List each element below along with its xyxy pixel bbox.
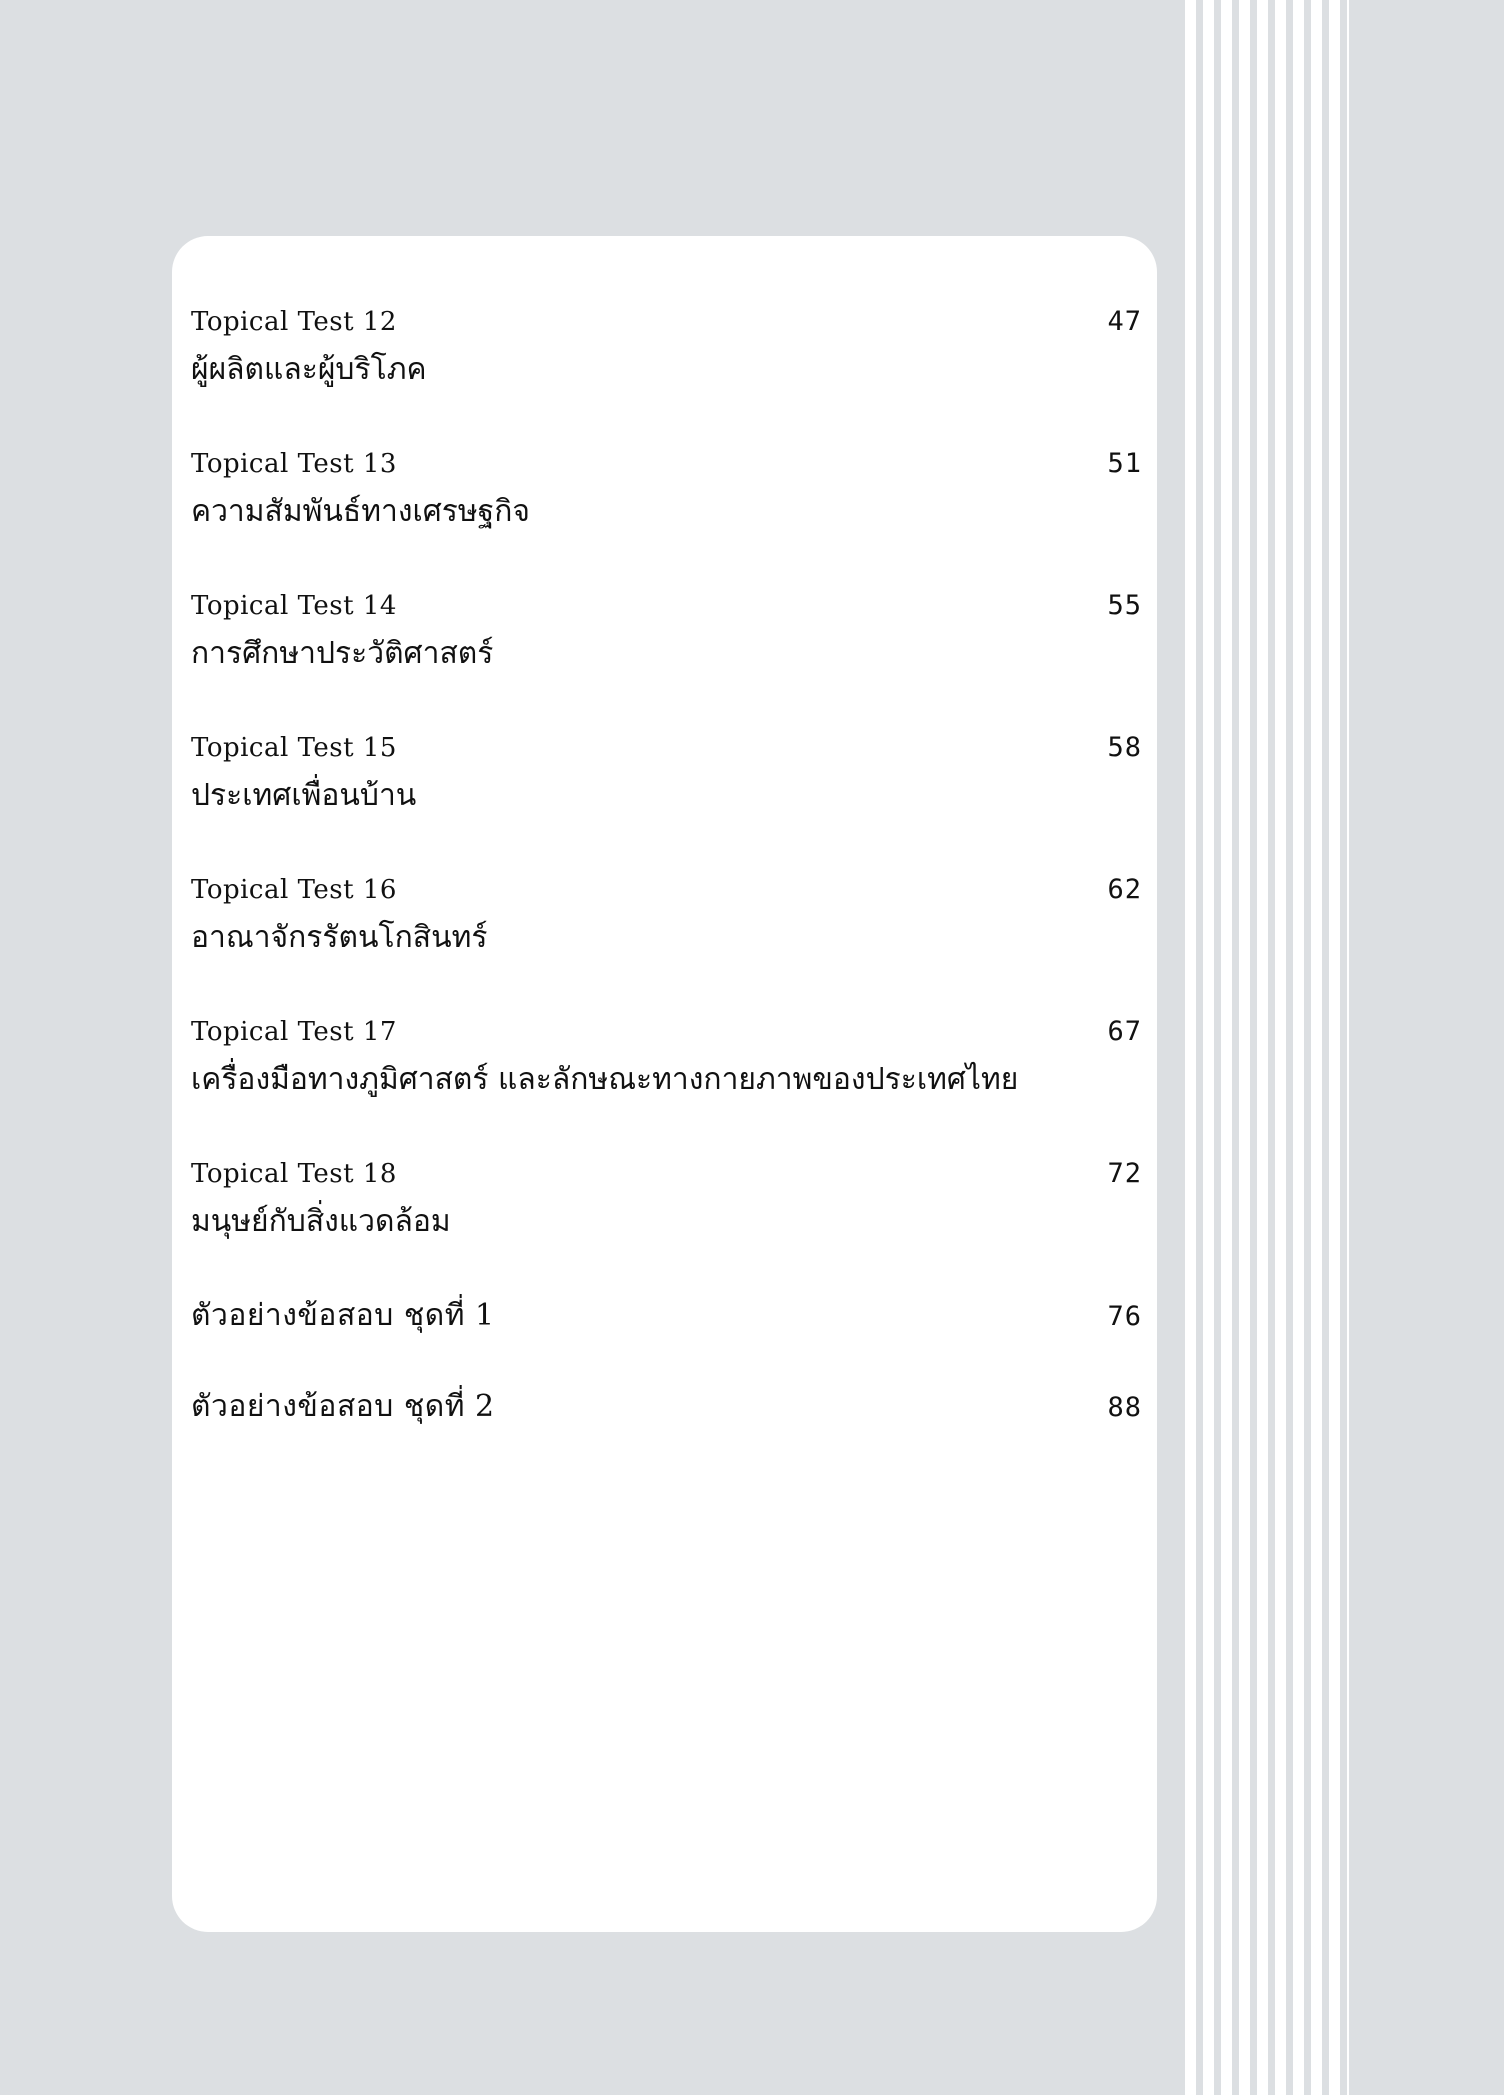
toc-entry-page: 88 <box>1107 1392 1142 1423</box>
toc-entry-row <box>191 870 1142 910</box>
toc-entry-row <box>191 728 1142 768</box>
toc-entry[interactable] <box>191 302 1142 394</box>
toc-entry-row <box>191 1012 1142 1052</box>
toc-entry-subtitle: อาณาจักรรัตนโกสินทร์ <box>191 920 488 955</box>
toc-entry[interactable] <box>191 1387 1142 1428</box>
toc-entry-page: 62 <box>1107 874 1142 905</box>
toc-entry-title: Topical Test 16 <box>191 875 397 905</box>
toc-entry-page: 47 <box>1107 306 1142 337</box>
toc-entry[interactable] <box>191 586 1142 678</box>
toc-entry[interactable] <box>191 1012 1142 1104</box>
toc-list <box>191 302 1142 1428</box>
toc-entry-subtitle: มนุษย์กับสิ่งแวดล้อม <box>191 1204 451 1239</box>
toc-entry-title: Topical Test 17 <box>191 1017 397 1047</box>
toc-entry-subtitle: เครื่องมือทางภูมิศาสตร์ และลักษณะทางกายภาพของประเทศไทย <box>191 1062 1019 1097</box>
toc-entry-title: Topical Test 15 <box>191 733 397 763</box>
toc-entry[interactable] <box>191 444 1142 536</box>
toc-entry-subtitle: การศึกษาประวัติศาสตร์ <box>191 636 494 671</box>
toc-entry-subtitle: ประเทศเพื่อนบ้าน <box>191 778 417 813</box>
toc-entry-title: Topical Test 18 <box>191 1159 397 1189</box>
toc-entry-title: Topical Test 14 <box>191 591 397 621</box>
toc-entry-page: 72 <box>1107 1158 1142 1189</box>
toc-entry-title: ตัวอย่างข้อสอบ ชุดที่ 1 <box>191 1298 495 1333</box>
toc-entry[interactable] <box>191 870 1142 962</box>
toc-entry-page: 51 <box>1107 448 1142 479</box>
toc-entry-row <box>191 1387 1142 1428</box>
toc-panel <box>172 236 1157 1932</box>
toc-entry-row <box>191 586 1142 626</box>
toc-entry-subtitle: ผู้ผลิตและผู้บริโภค <box>191 352 427 387</box>
toc-entry-title: ตัวอย่างข้อสอบ ชุดที่ 2 <box>191 1389 495 1424</box>
toc-entry-page: 55 <box>1107 590 1142 621</box>
decorative-stripes <box>1185 0 1349 2095</box>
toc-entry-page: 58 <box>1107 732 1142 763</box>
toc-entry-title: Topical Test 13 <box>191 449 397 479</box>
toc-entry-row <box>191 302 1142 342</box>
toc-entry-row <box>191 1154 1142 1194</box>
toc-entry-row <box>191 444 1142 484</box>
toc-entry[interactable] <box>191 1296 1142 1337</box>
toc-entry[interactable] <box>191 728 1142 820</box>
toc-entry-row <box>191 1296 1142 1337</box>
right-margin <box>1349 0 1504 2095</box>
toc-entry[interactable] <box>191 1154 1142 1246</box>
toc-entry-page: 67 <box>1107 1016 1142 1047</box>
toc-entry-page: 76 <box>1107 1301 1142 1332</box>
toc-entry-title: Topical Test 12 <box>191 307 397 337</box>
toc-entry-subtitle: ความสัมพันธ์ทางเศรษฐกิจ <box>191 494 530 529</box>
